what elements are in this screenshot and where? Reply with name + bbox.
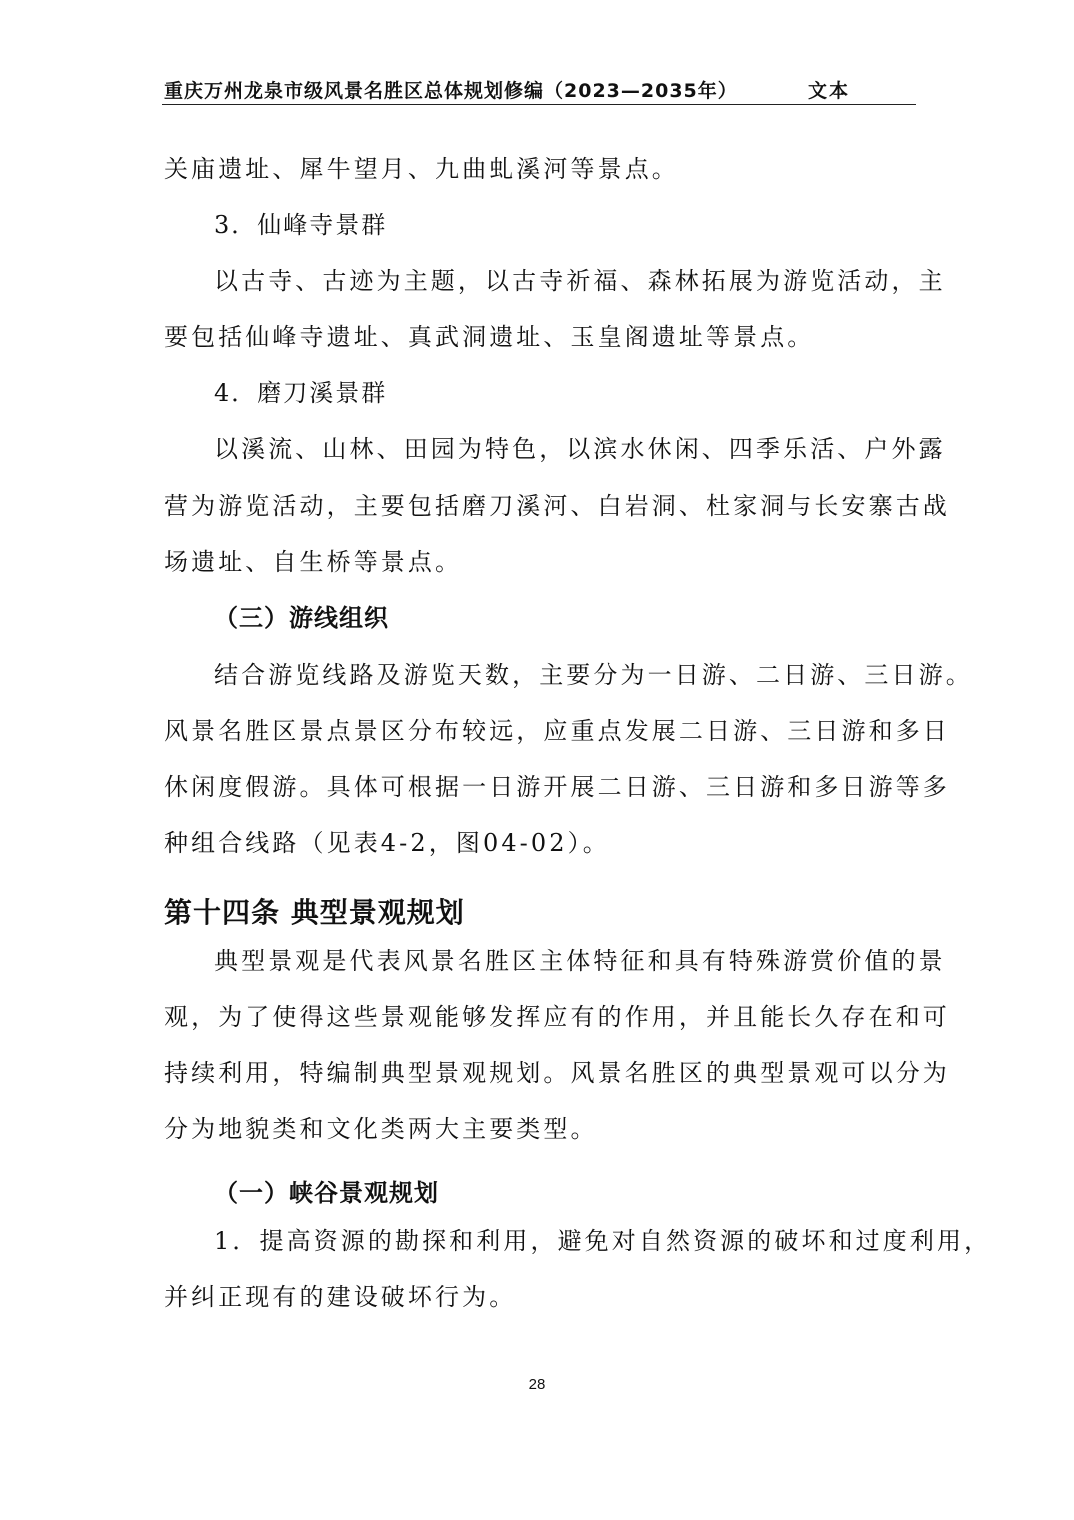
item-title: 4．磨刀溪景群 (214, 379, 388, 407)
paragraph-line: 分为地貌类和文化类两大主要类型。 (164, 1115, 598, 1143)
paragraph-line: 持续利用，特编制典型景观规划。风景名胜区的典型景观可以分为 (164, 1059, 950, 1087)
header-title: 重庆万州龙泉市级风景名胜区总体规划修编（2023—2035年） (164, 80, 738, 102)
paragraph-line: 结合游览线路及游览天数，主要分为一日游、二日游、三日游。 (214, 661, 973, 689)
paragraph-line: 并纠正现有的建设破坏行为。 (164, 1283, 517, 1311)
header-divider (162, 104, 916, 105)
section-heading: （一）峡谷景观规划 (214, 1179, 439, 1207)
paragraph-line: 休闲度假游。具体可根据一日游开展二日游、三日游和多日游等多 (164, 773, 950, 801)
item-title: 3．仙峰寺景群 (214, 211, 388, 239)
page-number: 28 (528, 1376, 546, 1393)
paragraph-line: 1．提高资源的勘探和利用，避免对自然资源的破坏和过度利用， (214, 1227, 992, 1255)
header-doc-type: 文本 (808, 80, 851, 102)
paragraph-line: 风景名胜区景点景区分布较远，应重点发展二日游、三日游和多日 (164, 717, 950, 745)
paragraph-line: 以溪流、山林、田园为特色，以滨水休闲、四季乐活、户外露 (214, 435, 946, 463)
paragraph-line: 典型景观是代表风景名胜区主体特征和具有特殊游赏价值的景 (214, 947, 946, 975)
article-heading: 第十四条 典型景观规划 (164, 896, 465, 929)
paragraph-line: 种组合线路（见表4-2，图04-02）。 (164, 829, 610, 857)
section-heading: （三）游线组织 (214, 604, 389, 632)
paragraph-line: 要包括仙峰寺遗址、真武洞遗址、玉皇阁遗址等景点。 (164, 323, 815, 351)
paragraph-line: 营为游览活动，主要包括磨刀溪河、白岩洞、杜家洞与长安寨古战 (164, 492, 950, 520)
paragraph-line: 观，为了使得这些景观能够发挥应有的作用，并且能长久存在和可 (164, 1003, 950, 1031)
paragraph-line: 以古寺、古迹为主题，以古寺祈福、森林拓展为游览活动，主 (214, 267, 946, 295)
paragraph-line: 场遗址、自生桥等景点。 (164, 548, 463, 576)
paragraph-line: 关庙遗址、犀牛望月、九曲虬溪河等景点。 (164, 155, 679, 183)
